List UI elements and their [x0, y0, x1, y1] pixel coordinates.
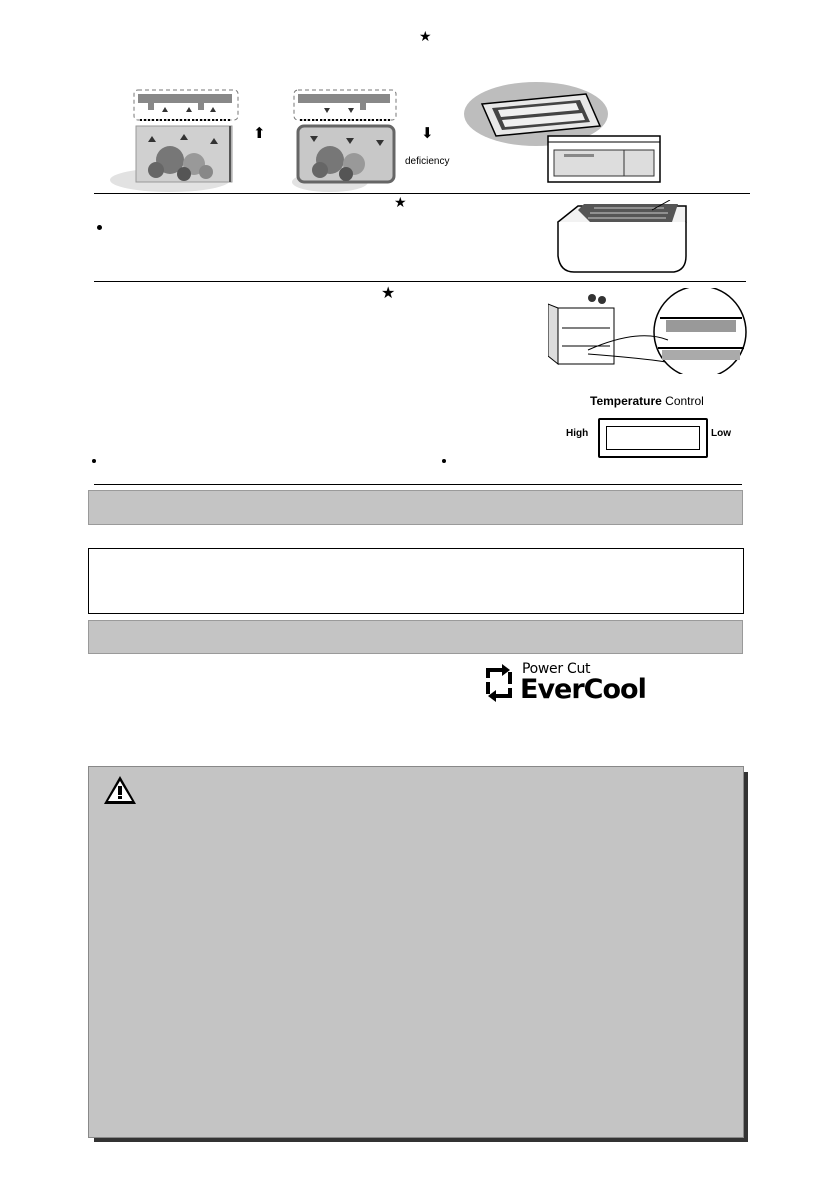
section-divider-1	[94, 193, 750, 194]
temperature-high-label: High	[566, 428, 589, 439]
temperature-control-title-bold: Temperature	[590, 394, 662, 408]
crisper-drawer-illustration	[554, 200, 690, 278]
refrigerator-crisper-illustration	[548, 288, 748, 374]
section-header-bar-1	[88, 490, 743, 525]
section-header-bar-2	[88, 620, 743, 654]
crisper-cover-illustration	[464, 80, 674, 190]
deficiency-label: deficiency	[405, 156, 450, 167]
temperature-control-title	[590, 394, 704, 408]
power-cut-evercool-logo	[480, 658, 670, 708]
section1-star: ★	[419, 29, 432, 45]
warning-triangle-icon	[103, 775, 137, 805]
section3-bullet-right	[442, 459, 446, 463]
notice-box	[88, 548, 744, 614]
section-divider-2	[94, 281, 746, 282]
crisper-humidity-low-illustration	[290, 82, 400, 194]
logo-line2: EverCool	[520, 674, 646, 705]
arrow-down-icon: ⬇	[421, 124, 434, 142]
temperature-control-slider[interactable]	[598, 418, 708, 458]
section3-star: ★	[381, 283, 396, 302]
section-divider-3	[94, 484, 742, 485]
crisper-humidity-high-illustration	[110, 82, 240, 194]
logo-line1: Power Cut	[522, 661, 591, 677]
caution-box	[88, 766, 744, 1138]
section3-bullet-left	[92, 459, 96, 463]
section2-star: ★	[394, 195, 407, 211]
temperature-control-slider-inner	[606, 426, 700, 450]
arrow-up-icon: ⬆	[253, 124, 266, 142]
cycle-arrows-icon	[484, 662, 514, 704]
temperature-control-title-rest: Control	[661, 394, 704, 408]
section2-bullet	[97, 225, 102, 230]
temperature-low-label: Low	[711, 428, 731, 439]
